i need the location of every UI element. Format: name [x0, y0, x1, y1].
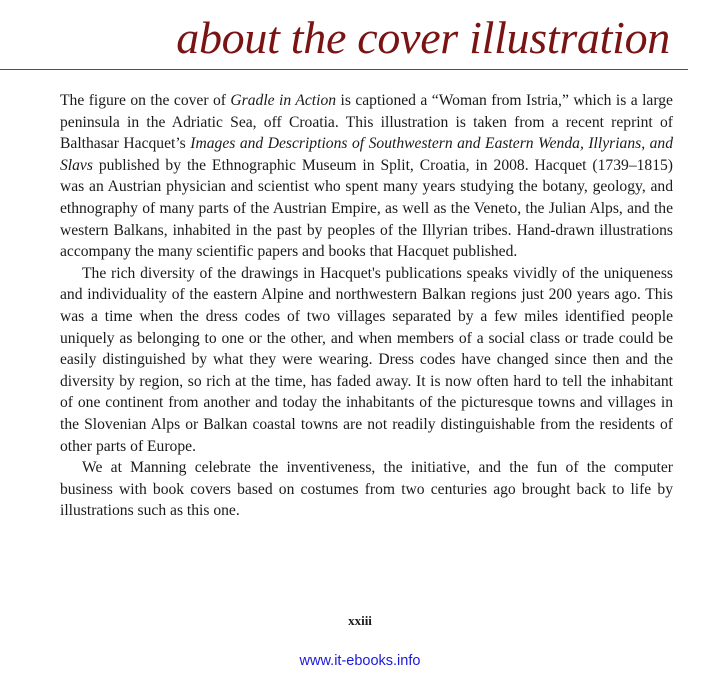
paragraph — [60, 457, 673, 522]
body-text — [60, 90, 673, 522]
text-run: The rich diversity of the drawings in Hacquet's publications speaks vividly of the uniqueness and individuality of the eastern Alpine and northwestern Balkan regions just 200 years ago. This was a time when the dress codes of two villages separated by a few miles identified people uniquely as belonging to one or the other, and when members of a social class or trade could be easily distinguished by what they were wearing. Dress codes have changed since then and the diversity by region, so rich at the time, has faded away. It is now often hard to tell the inhabitant of one continent from another and today the inhabitants of the picturesque towns and villages in the Slovenian Alps or Balkan coastal towns are not readily distinguishable from the residents of other parts of Europe. — [60, 264, 673, 455]
page-number: xxiii — [348, 613, 372, 628]
paragraph — [60, 90, 673, 263]
title-rule — [0, 69, 688, 70]
text-run: published by the Ethnographic Museum in Split, Croatia, in 2008. Hacquet (1739–1815) was an Austrian physician and scientist who spent many years studying the botany, geology, and ethnography of many parts of the Austrian Empire, as well as the Veneto, the Julian Alps, and the western Balkans, inhabited in the past by peoples of the Illyrian tribes. Hand-drawn illustrations accompany the many scientific papers and books that Hacquet published. — [60, 156, 673, 261]
watermark-link[interactable]: www.it-ebooks.info — [299, 653, 421, 669]
text-run: is captioned a “Woman from Istria,” which is a large peninsula in the Adriatic Sea, off Croatia. This illustration is taken from a recent reprint of Balthasar Hacquet’s — [60, 92, 673, 153]
paragraph — [60, 263, 673, 457]
page-title: about the cover illustration — [176, 12, 670, 63]
text-run: The figure on the cover of — [60, 92, 231, 109]
text-run: We at Manning celebrate the inventiveness, the initiative, and the fun of the computer business with book covers based on costumes from two centuries ago brought back to life by illustrations such as this one. — [60, 459, 673, 520]
book-title: Gradle in Action — [230, 92, 337, 109]
book-title: Images and Descriptions of Southwestern and Eastern Wenda, Illyrians, and Slavs — [60, 135, 673, 174]
